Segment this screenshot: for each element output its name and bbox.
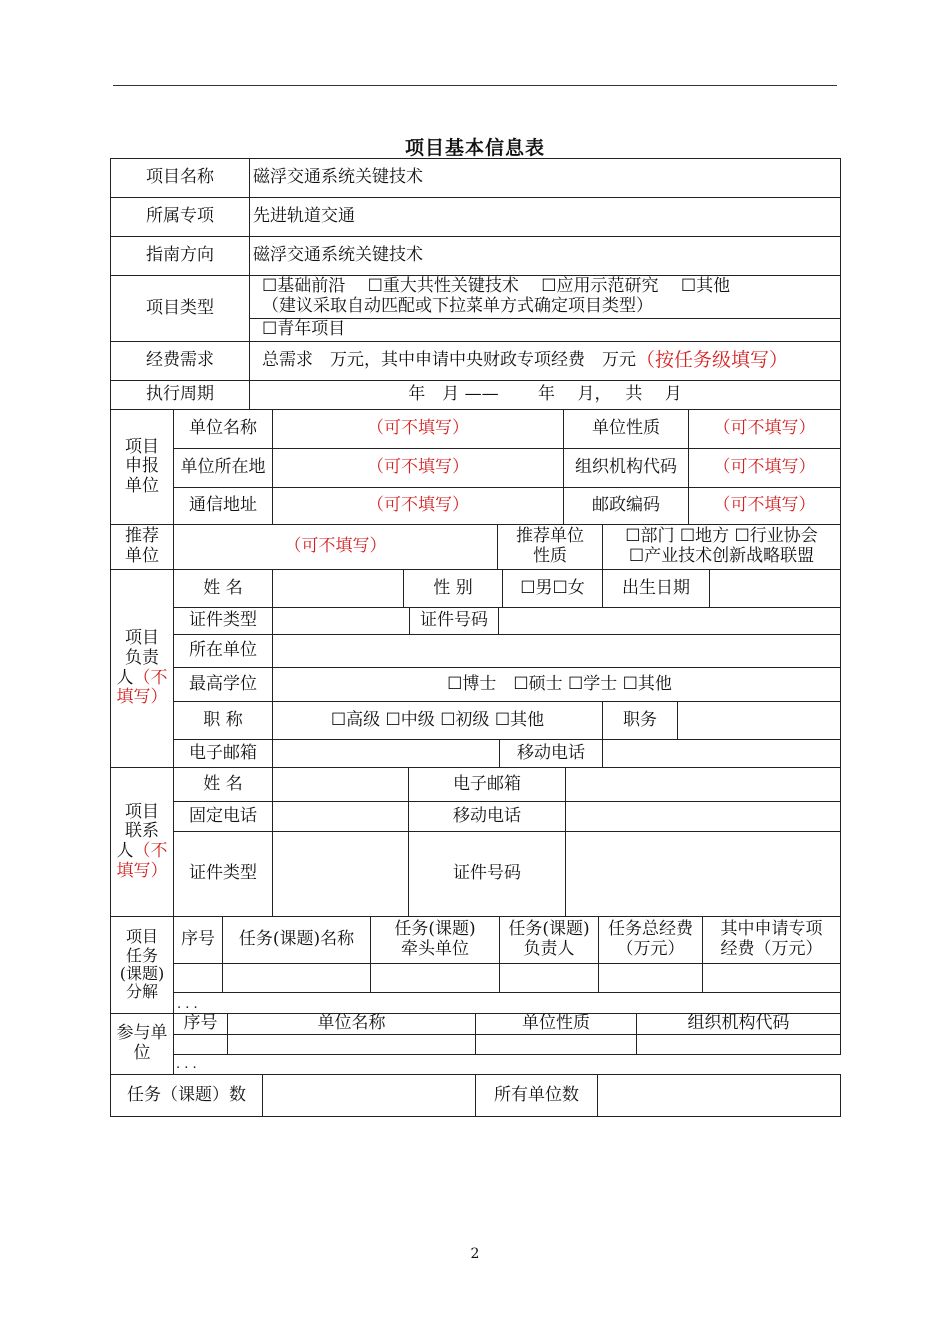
participants-row-seq[interactable] [173,1034,228,1055]
postal-label: 邮政编码 [563,487,689,525]
participants-header-nature: 单位性质 [475,1013,637,1035]
program-label: 所属专项 [110,197,250,237]
leader-work-unit-value[interactable] [272,634,841,668]
leader-id-number-label: 证件号码 [409,607,499,635]
header-rule [113,85,837,86]
leader-group-label-line [117,669,168,689]
project-type-youth[interactable]: ☐青年项目 [249,318,841,342]
tasks-header-lead-unit-line: 任务(课题) [394,919,476,940]
leader-id-type-label: 证件类型 [173,607,273,635]
contact-email-value[interactable] [565,767,841,802]
contact-mobile-value[interactable] [565,801,841,832]
unit-location-label: 单位所在地 [173,448,273,488]
tasks-header-leader-line: 任务(课题) [508,919,590,940]
tasks-row-seq[interactable] [173,963,223,993]
program-value[interactable]: 先进轨道交通 [249,197,841,237]
contact-group-label-part: 人 [116,841,134,861]
period-value[interactable]: 年 月 —— 年 月， 共 月 [249,380,841,410]
participants-header-seq: 序号 [173,1013,228,1035]
recommend-unit-value[interactable]: （可不填写） [173,524,498,570]
leader-group-label-line: 负责 [125,647,159,668]
task-count-label: 任务（课题）数 [110,1074,263,1117]
leader-gender-label: 性 别 [403,569,503,608]
project-name-value[interactable]: 磁浮交通系统关键技术 [249,158,841,198]
leader-email-label: 电子邮箱 [173,739,273,768]
tasks-row-total[interactable] [598,963,703,993]
applicant-group-label-line: 项目 [125,436,159,457]
tasks-group-label-line: (课题) [119,964,165,983]
leader-group-label-part: （不 [133,667,168,688]
postal-value[interactable]: （可不填写） [688,487,841,525]
applicant-group-label-line: 单位 [125,475,159,496]
recommend-nature-options[interactable] [602,524,841,570]
leader-group-label-part: 人 [116,667,134,688]
tasks-row-name[interactable] [222,963,371,993]
leader-position-value[interactable] [677,701,841,740]
participants-row-code[interactable] [636,1034,841,1055]
tasks-header-special [702,916,841,964]
budget-note: （按任务级填写） [636,349,789,372]
participants-group-label-line: 参与单 [116,1023,168,1044]
project-type-options[interactable] [249,275,841,319]
address-label: 通信地址 [173,487,273,525]
project-type-option-line[interactable]: ☐基础前沿 ☐重大共性关键技术 ☐应用示范研究 ☐其他 [262,276,731,297]
tasks-header-lead-unit [370,916,500,964]
leader-name-label: 姓 名 [173,569,273,608]
tasks-header-name: 任务(课题)名称 [222,916,371,964]
unit-nature-label: 单位性质 [563,409,689,449]
recommend-group-label-line: 推荐 [125,526,159,547]
org-code-value[interactable]: （可不填写） [688,448,841,488]
participants-header-name: 单位名称 [227,1013,476,1035]
participants-header-code: 组织机构代码 [636,1013,841,1035]
contact-phone-value[interactable] [272,801,409,832]
recommend-nature-option-line[interactable]: ☐部门 ☐地方 ☐行业协会 [625,526,818,547]
recommend-group-label [110,524,174,570]
project-type-note: （建议采取自动匹配或下拉菜单方式确定项目类型） [262,296,653,316]
leader-title-options[interactable]: ☐高级 ☐中级 ☐初级 ☐其他 [272,701,603,740]
contact-group-label-line: 联系 [125,821,159,842]
budget-value[interactable] [249,341,841,381]
unit-name-value[interactable]: （可不填写） [272,409,564,449]
tasks-header-total-line: （万元） [616,939,685,959]
recommend-nature-label-line: 性质 [533,546,567,566]
task-count-value[interactable] [262,1074,476,1117]
contact-id-number-label: 证件号码 [408,831,566,917]
unit-location-value[interactable]: （可不填写） [272,448,564,488]
recommend-nature-option-line[interactable]: ☐产业技术创新战略联盟 [628,546,815,566]
contact-group-label-line [117,842,168,862]
participants-ellipsis-row: . . . [173,1054,841,1075]
leader-degree-label: 最高学位 [173,667,273,702]
tasks-header-leader-line: 负责人 [523,939,575,959]
participants-group-label-line: 位 [133,1043,151,1063]
org-code-label: 组织机构代码 [563,448,689,488]
tasks-group-label-line: 项目 [125,927,158,947]
leader-group-label [110,569,174,768]
contact-phone-label: 固定电话 [173,801,273,832]
tasks-group-label-line: 分解 [125,982,158,1002]
guide-label: 指南方向 [110,236,250,276]
applicant-group-label [110,409,174,525]
leader-title-label: 职 称 [173,701,273,740]
contact-name-label: 姓 名 [173,767,273,802]
budget-text: 总需求 万元，其中申请中央财政专项经费 万元 [262,350,636,371]
tasks-row-lead-unit[interactable] [370,963,500,993]
unit-count-value[interactable] [597,1074,841,1117]
contact-group-label-part: （不 [133,841,168,861]
page-title: 项目基本信息表 [404,137,545,159]
tasks-header-total-line: 任务总经费 [608,919,693,940]
recommend-nature-label-line: 推荐单位 [516,526,584,547]
contact-email-label: 电子邮箱 [408,767,566,802]
contact-group-label-line: 填写） [116,860,168,881]
leader-work-unit-label: 所在单位 [173,634,273,668]
contact-id-type-value[interactable] [272,831,409,917]
guide-value[interactable]: 磁浮交通系统关键技术 [249,236,841,276]
leader-gender-options[interactable]: ☐男☐女 [502,569,603,608]
leader-mobile-value[interactable] [602,739,841,768]
leader-mobile-label: 移动电话 [499,739,603,768]
leader-id-type-value[interactable] [272,607,410,635]
recommend-group-label-line: 单位 [125,546,159,566]
contact-id-number-value[interactable] [565,831,841,917]
tasks-ellipsis-row: . . . [173,992,841,1014]
tasks-group-label-line: 任务 [125,945,158,965]
leader-id-number-value[interactable] [498,607,841,635]
unit-nature-value[interactable]: （可不填写） [688,409,841,449]
leader-group-label-line: 填写） [116,687,168,708]
budget-label: 经费需求 [110,341,250,381]
participants-row-nature[interactable] [475,1034,637,1055]
contact-name-value[interactable] [272,767,409,802]
participants-row-name[interactable] [227,1034,476,1055]
leader-name-value[interactable] [272,569,404,608]
contact-mobile-label: 移动电话 [408,801,566,832]
tasks-header-total [598,916,703,964]
unit-count-label: 所有单位数 [475,1074,598,1117]
tasks-row-leader[interactable] [499,963,599,993]
leader-birth-value[interactable] [709,569,841,608]
contact-group-label-line: 项目 [125,801,159,822]
leader-email-value[interactable] [272,739,500,768]
period-label: 执行周期 [110,380,250,410]
leader-birth-label: 出生日期 [602,569,710,608]
tasks-row-special[interactable] [702,963,841,993]
leader-position-label: 职务 [602,701,678,740]
tasks-header-seq: 序号 [173,916,223,964]
project-name-label: 项目名称 [110,158,250,198]
address-value[interactable]: （可不填写） [272,487,564,525]
project-type-label: 项目类型 [110,275,250,342]
tasks-header-leader [499,916,599,964]
leader-degree-options[interactable]: ☐博士 ☐硕士 ☐学士 ☐其他 [272,667,841,702]
participants-group-label [110,1013,174,1075]
recommend-nature-label [497,524,603,570]
tasks-header-special-line: 其中申请专项 [720,919,823,940]
tasks-header-lead-unit-line: 牵头单位 [400,939,469,959]
unit-name-label: 单位名称 [173,409,273,449]
tasks-group-label [110,916,174,1014]
contact-group-label [110,767,174,917]
applicant-group-label-line: 申报 [125,456,159,477]
page-number: 2 [470,1246,480,1262]
tasks-header-special-line: 经费（万元） [720,939,823,959]
contact-id-type-label: 证件类型 [173,831,273,917]
leader-group-label-line: 项目 [125,628,159,649]
